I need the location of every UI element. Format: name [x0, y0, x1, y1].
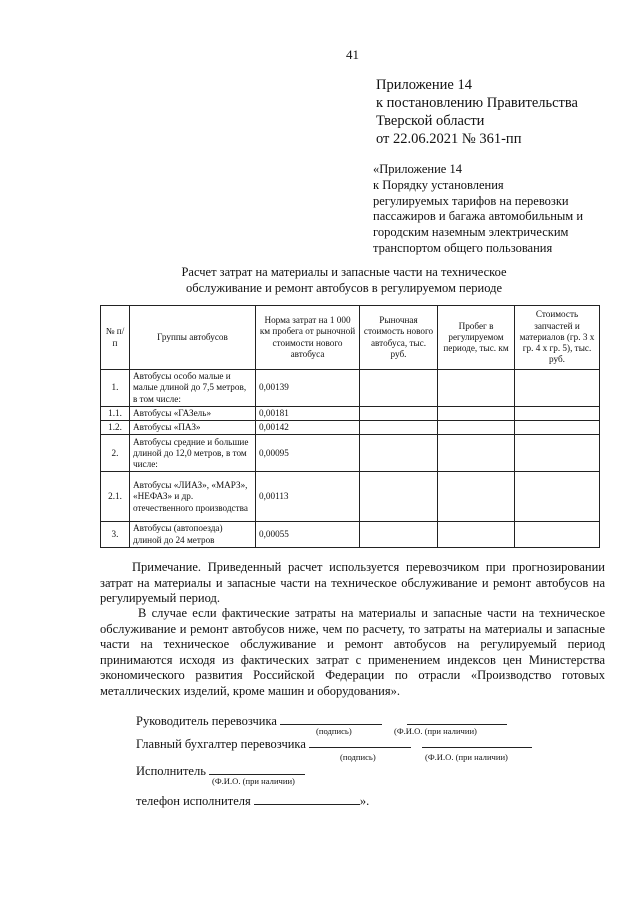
signature-executor-label: Исполнитель — [136, 764, 206, 778]
fio-line[interactable] — [422, 735, 532, 748]
appendix-line: от 22.06.2021 № 361-пп — [376, 131, 522, 147]
row-norm: 0,00139 — [256, 370, 360, 407]
inner-appendix-line: пассажиров и багажа автомобильным и — [373, 209, 584, 224]
inner-appendix-line: регулируемых тарифов на перевозки — [373, 193, 569, 208]
inner-appendix-line: «Приложение 14 — [373, 162, 462, 176]
header-norm: Норма затрат на 1 000 км пробега от рыночной стоимости нового автобуса — [256, 306, 360, 370]
document-title — [150, 265, 538, 296]
table-row — [101, 522, 600, 547]
table-row — [101, 407, 600, 421]
signature-line[interactable] — [280, 712, 382, 725]
title-line: обслуживание и ремонт автобусов в регулируемом периоде — [185, 280, 503, 295]
table-row — [101, 472, 600, 522]
signature-phone — [136, 792, 369, 809]
row-group-name: Автобусы «ЛИАЗ», «МАРЗ», «НЕФАЗ» и др. отечественного производства — [130, 472, 256, 522]
row-num: 2.1. — [101, 472, 130, 522]
row-group-name: Автобусы (автопоезда) длиной до 24 метров — [130, 522, 256, 547]
header-num: № п/п — [101, 306, 130, 370]
header-mileage: Пробег в регулируемом периоде, тыс. км — [438, 306, 515, 370]
row-group-name: Автобусы средние и большие длиной до 12,0 метров, в том числе: — [130, 435, 256, 472]
header-cost: Стоимость запчастей и материалов (гр. 3 х гр. 4 х гр. 5), тыс. руб. — [515, 306, 600, 370]
appendix-line: к постановлению Правительства — [376, 95, 578, 111]
caption-fio: (Ф.И.О. (при наличии) — [425, 752, 508, 762]
table-row — [101, 435, 600, 472]
row-mileage — [438, 421, 515, 435]
closing-quote: ». — [359, 794, 370, 808]
row-cost — [515, 435, 600, 472]
note-paragraph-actual-costs: В случае если фактические затраты на материалы и запасные части на техническое обслуживание и ремонт автобусов ниже, чем по расчету, то затраты на материалы и запасные части на техническое обслуживание и ремонт автобусов на регулируемый период принимаются исходя из фактических затрат с применением индексов цен Министерства экономического развития Российской Федерации по отрасли «Производство готовых металлических изделий, кроме машин и оборудования». — [100, 606, 605, 698]
page-number: 41 — [346, 47, 359, 62]
row-market-price — [360, 421, 438, 435]
row-num: 2. — [101, 435, 130, 472]
row-norm: 0,00095 — [256, 435, 360, 472]
caption-fio: (Ф.И.О. (при наличии) — [394, 726, 477, 736]
row-mileage — [438, 435, 515, 472]
row-market-price — [360, 407, 438, 421]
header-market-price: Рыночная стоимость нового автобуса, тыс. руб. — [360, 306, 438, 370]
executor-line[interactable] — [209, 762, 305, 775]
header-group: Группы автобусов — [130, 306, 256, 370]
inner-appendix-header — [373, 162, 583, 257]
row-num: 1.1. — [101, 407, 130, 421]
row-cost — [515, 472, 600, 522]
row-norm: 0,00113 — [256, 472, 360, 522]
row-norm: 0,00142 — [256, 421, 360, 435]
inner-appendix-line: к Порядку установления — [373, 177, 504, 192]
appendix-line: Приложение 14 — [376, 77, 472, 93]
inner-appendix-line: городским наземным электрическим — [373, 225, 569, 240]
title-line: Расчет затрат на материалы и запасные части на техническое — [181, 265, 507, 279]
signature-accountant-label: Главный бухгалтер перевозчика — [136, 737, 306, 751]
row-num: 1.2. — [101, 421, 130, 435]
appendix-line: Тверской области — [376, 113, 485, 129]
row-market-price — [360, 435, 438, 472]
table-row — [101, 370, 600, 407]
row-norm: 0,00055 — [256, 522, 360, 547]
caption-fio: (Ф.И.О. (при наличии) — [212, 776, 295, 786]
row-market-price — [360, 522, 438, 547]
row-group-name: Автобусы «ПАЗ» — [130, 421, 256, 435]
row-market-price — [360, 472, 438, 522]
table-header-row — [101, 306, 600, 370]
row-mileage — [438, 407, 515, 421]
signature-head-label: Руководитель перевозчика — [136, 714, 277, 728]
signature-accountant — [136, 735, 532, 752]
signature-line[interactable] — [309, 735, 411, 748]
row-norm: 0,00181 — [256, 407, 360, 421]
row-market-price — [360, 370, 438, 407]
row-cost — [515, 522, 600, 547]
row-num: 1. — [101, 370, 130, 407]
row-num: 3. — [101, 522, 130, 547]
signature-phone-label: телефон исполнителя — [136, 794, 251, 808]
cost-table — [100, 305, 600, 548]
row-group-name: Автобусы особо малые и малые длиной до 7,5 метров, в том числе: — [130, 370, 256, 407]
table-row — [101, 421, 600, 435]
inner-appendix-line: транспортом общего пользования — [373, 240, 553, 255]
row-group-name: Автобусы «ГАЗель» — [130, 407, 256, 421]
row-cost — [515, 370, 600, 407]
row-mileage — [438, 472, 515, 522]
note-paragraph: Примечание. Приведенный расчет используется перевозчиком при прогнозировании затрат на материалы и запасные части на техническое обслуживание и ремонт автобусов на регулируемый период. — [100, 560, 605, 605]
row-mileage — [438, 370, 515, 407]
row-mileage — [438, 522, 515, 547]
appendix-header — [376, 76, 578, 148]
row-cost — [515, 421, 600, 435]
row-cost — [515, 407, 600, 421]
phone-line[interactable] — [254, 792, 360, 805]
caption-sign: (подпись) — [316, 726, 352, 736]
caption-sign: (подпись) — [340, 752, 376, 762]
fio-line[interactable] — [407, 712, 507, 725]
